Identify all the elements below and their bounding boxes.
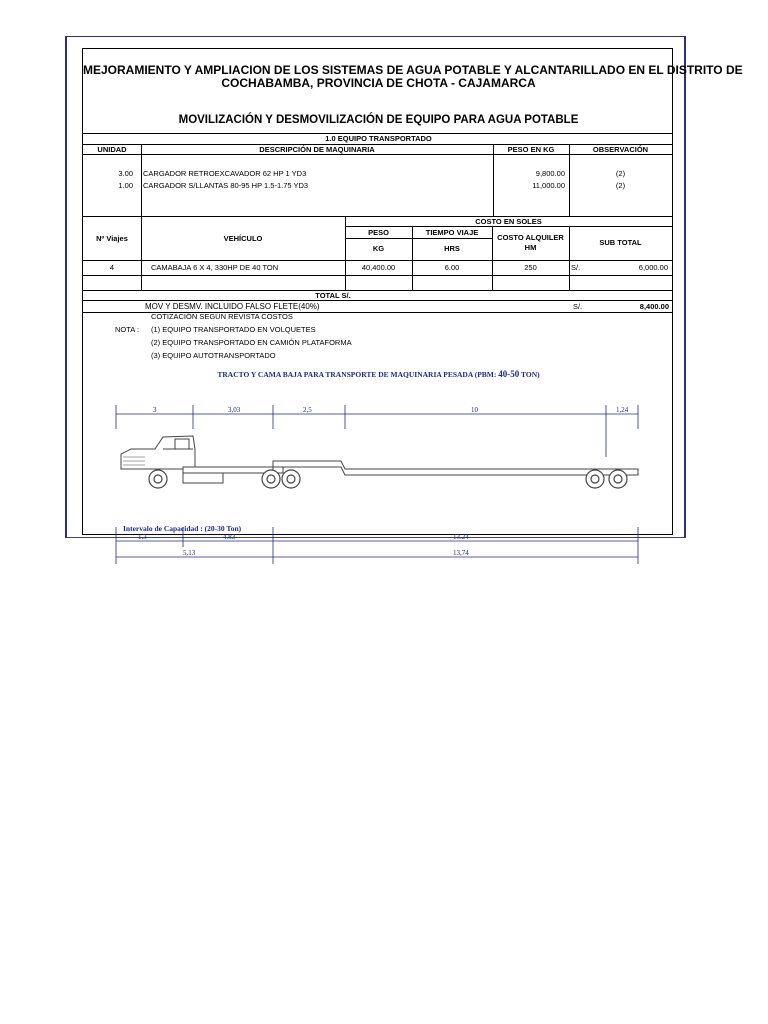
- dim-bottom-3: 13.24: [453, 533, 469, 541]
- section-title: MOVILIZACIÓN Y DESMOVILIZACIÓN DE EQUIPO PARA AGUA POTABLE: [178, 114, 579, 126]
- diagram-title: TRACTO Y CAMA BAJA PARA TRANSPORTE DE MAQUINARIA PESADA (PBM: 40-50 TON): [217, 369, 540, 379]
- costo-subtotal: 6,000.00: [638, 263, 668, 272]
- col-unidad: UNIDAD: [97, 145, 127, 154]
- equipo-row1-descripcion: CARGADOR RETROEXCAVADOR 62 HP 1 YD3: [143, 169, 307, 178]
- equipo-heading: 1.0 EQUIPO TRANSPORTADO: [325, 134, 432, 143]
- project-title-line2: COCHABAMBA, PROVINCIA DE CHOTA - CAJAMARCA: [221, 76, 536, 90]
- costo-group-header: COSTO EN SOLES: [475, 217, 542, 226]
- equipo-row2-peso: 11,000.00: [532, 181, 565, 190]
- costo-alquiler: 250: [524, 263, 537, 272]
- col-vehiculo: VEHÍCULO: [223, 234, 263, 243]
- col-observacion: OBSERVACIÓN: [592, 145, 649, 154]
- dim-top-4: 10: [471, 406, 478, 414]
- costo-vehiculo: CAMABAJA 6 X 4, 330HP DE 40 TON: [151, 263, 279, 272]
- col-subtotal: SUB TOTAL: [599, 238, 642, 247]
- nota-label: NOTA :: [115, 325, 140, 334]
- mov-currency: S/.: [573, 302, 583, 311]
- dim-top-5: 1,24: [616, 406, 629, 414]
- costo-tiempo: 6.00: [444, 263, 460, 272]
- col-peso-unit: KG: [372, 244, 385, 253]
- equipo-row2-descripcion: CARGADOR S/LLANTAS 80-95 HP 1.5-1.75 YD3: [143, 181, 309, 190]
- equipo-row1-obs: (2): [615, 169, 626, 178]
- nota-item-2: (2) EQUIPO TRANSPORTADO EN CAMIÓN PLATAFORMA: [151, 338, 352, 347]
- col-descripcion: DESCRIPCIÓN DE MAQUINARIA: [259, 145, 375, 154]
- dim-top-1: 3: [153, 406, 157, 414]
- project-title-line1: MEJORAMIENTO Y AMPLIACION DE LOS SISTEMAS DE AGUA POTABLE Y ALCANTARILLADO EN EL DISTRITO DE: [83, 63, 743, 77]
- costo-peso: 40,400.00: [361, 263, 396, 272]
- dim-top-3: 2,5: [303, 406, 312, 414]
- equipo-row1-unidad: 3.00: [118, 169, 133, 178]
- col-alquiler: COSTO ALQUILER HM: [497, 233, 564, 252]
- mov-value: 8,400.00: [639, 302, 669, 311]
- nota-item-3: (3) EQUIPO AUTOTRANSPORTADO: [151, 351, 276, 360]
- costo-currency: S/.: [571, 263, 581, 272]
- col-peso-costo: PESO: [368, 228, 389, 237]
- truck-diagram: [83, 379, 672, 557]
- cotizacion-note: COTIZACIÓN SEGÚN REVISTA COSTOS: [151, 312, 293, 321]
- equipo-row2-unidad: 1.00: [118, 181, 133, 190]
- dim-bottom-1: 1.3: [138, 533, 147, 541]
- capacity-note: Intervalo de Capacidad : (20-30 Ton): [123, 524, 242, 533]
- equipo-row2-obs: (2): [615, 181, 626, 190]
- costo-viajes: 4: [109, 263, 115, 272]
- dim-bottom-4: 5,13: [183, 549, 196, 557]
- document-sheet: [82, 48, 743, 557]
- equipo-row1-peso: 9,800.00: [535, 169, 565, 178]
- total-label: TOTAL S/.: [315, 291, 351, 300]
- col-tiempo: TIEMPO VIAJE: [425, 228, 479, 237]
- nota-item-1: (1) EQUIPO TRANSPORTADO EN VOLQUETES: [151, 325, 316, 334]
- col-peso: PESO EN KG: [507, 145, 555, 154]
- mov-label: MOV Y DESMV. INCLUIDO FALSO FLETE(40%): [145, 302, 320, 311]
- dim-top-2: 3,03: [228, 406, 241, 414]
- col-tiempo-unit: HRS: [444, 244, 460, 253]
- dim-bottom-5: 13,74: [453, 549, 469, 557]
- col-viajes: Nº Viajes: [96, 234, 128, 243]
- dim-bottom-2: 4.83: [223, 533, 236, 541]
